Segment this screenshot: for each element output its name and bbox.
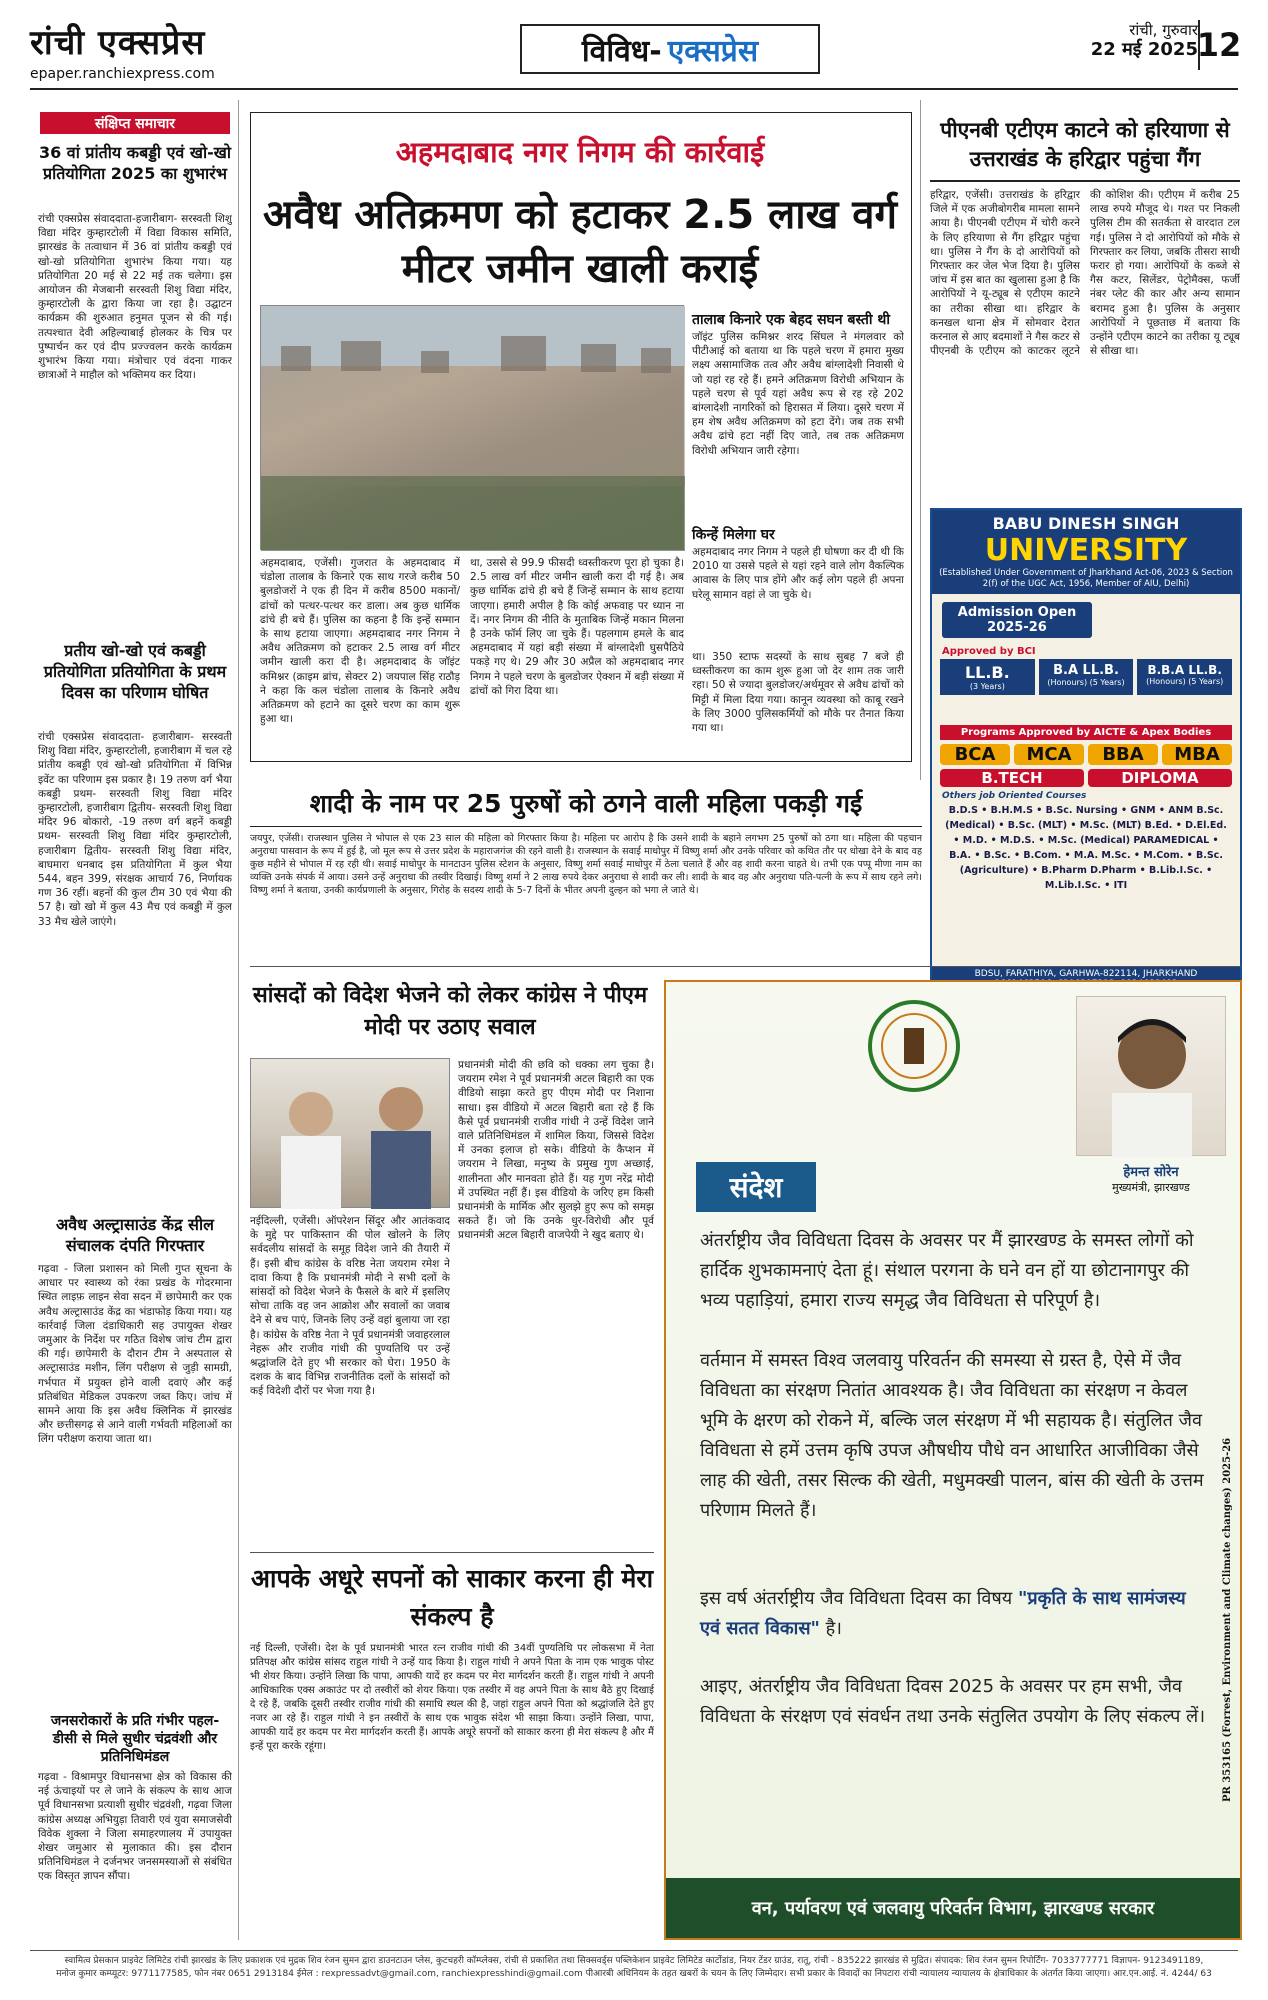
- congress-photo-graphic: [251, 1059, 451, 1209]
- course-llb-duration: (3 Years): [969, 682, 1005, 691]
- masthead: [30, 18, 330, 82]
- university-address: BDSU, FARATHIYA, GARHWA-822114, JHARKHAND: [974, 969, 1198, 979]
- congress-body-a: नईदिल्ली, एजेंसी। ऑपरेशन सिंदूर और आतंकवाद के मुद्दे पर पाकिस्तान की पोल खोलने के लिए सर्वदलीय सांसदों के समूह विदेश जाने की तैयारी में हैं। इसी बीच कांग्रेस के वरिष्ठ नेता जयराम रमेश ने दावा किया है कि प्रधानमंत्री मोदी ने सभी दलों के सांसदों को विदेश भेजने के फैसले के बारे में इसलिए सोचा ताकि वह जन आक्रोश और सवालों का जवाब देने से बच पाएं, जिनके लिए उन्हें वहां बुलाया जा रहा है। कांग्रेस के वरिष्ठ नेता ने पूर्व प्रधानमंत्री जवाहरलाल नेहरू और राजीव गांधी की पुण्यतिथि पर उन्हें श्रद्धांजलि देते हुए भी सरकार को घेरा। 1950 के दशक के बाद विभिन्न राजनीतिक दलों के सांसदों को कई विदेशी दौरों पर भेजा गया है।: [250, 1215, 450, 1398]
- masthead-logo: रांची एक्सप्रेस: [30, 23, 206, 63]
- course-bballb: [1137, 659, 1232, 695]
- brief-news-tag: संक्षिप्त समाचार: [40, 112, 230, 134]
- course-llb: [940, 659, 1035, 695]
- message-para-3: [700, 1584, 1210, 1644]
- imprint-line-2: मनोज कुमार कम्प्यूटर: 9771177585, फोन नंबर 0651 2913184 ईमेल : rexpressadvt@gmail.com, ranchiexpresshindi@gmail.com पीआरबी अधिनियम के तहत खबरों के चयन के लिए जिम्मेदार। सभी प्रकार के विवादों का निपटारा रांची न्यायालय न्यायालय के क्षेत्राधिकार के अंतर्गत किया जाएगा। आर.एन.आई. नं. 4244/ 63: [56, 1969, 1212, 1979]
- lead-body-col-c: था। 350 स्टाफ सदस्यों के साथ सुबह 7 बजे ही ध्वस्तीकरण का काम शुरू हुआ जो देर शाम तक जारी रहा। 50 से ज्यादा बुलडोजर/अर्थमूवर से अवैध ढांचों को मिट्टी में मिला दिया गया। कानून व्यवस्था को काबू रखने के लिए 3000 पुलिसकर्मियों को मौके पर तैनात किया गया था।: [692, 651, 904, 735]
- message-para-2: वर्तमान में समस्त विश्व जलवायु परिवर्तन की समस्या से ग्रस्त है, ऐसे में जैव विविधता का संरक्षण नितांत आवश्यक है। जैव विविधता का संरक्षण न केवल भूमि के क्षरण को रोकने में, बल्कि जल संरक्षण में भी सहायक है। संतुलित जैव विविधता से हमें उत्तम कृषि उपज औषधीय पौधे वन आधारित आजीविका जैसे लाह की खेती, तसर सिल्क की खेती, मधुमक्खी पालन, बांस की खेती के उत्तम परिणाम मिलते हैं।: [700, 1350, 1204, 1521]
- section-title-part1: विविध-: [581, 33, 662, 69]
- lead-body-col-b: था, उससे से 99.9 फीसदी ध्वस्तीकरण पूरा हो चुका है। 2.5 लाख वर्ग मीटर जमीन खाली करा दी गई है। अब कुछ धार्मिक ढांचे ही बचे हैं जिन्हें सम्मान के साथ हटाया जाएगा। हमारी अपील है कि कोई अफवाह पर ध्यान ना दें। नगर निगम की नीति के मुताबिक जिन्हें मकान मिलना है उनके फॉर्म लिए जा चुके हैं। पहलगाम हमले के बाद अहमदाबाद में यहां बड़ी संख्या में बांग्लादेशी घुसपैठिये पकड़े गए थे। 29 और 30 अप्रैल को अहमदाबाद नगर निगम ने पहले चरण के बुलडोजर ऐक्शन में बड़ी संख्या में ढांचों को गिरा दिया था।: [470, 557, 684, 697]
- congress-body-b: प्रधानमंत्री मोदी की छवि को धक्का लग चुका है। जयराम रमेश ने पूर्व प्रधानमंत्री अटल बिहारी का एक वीडियो साझा करते हुए पीएम मोदी पर निशाना साधा। इस वीडियो में अटल बिहारी बता रहे हैं कि कैसे पूर्व प्रधानमंत्री राजीव गांधी ने उन्हें विदेश जाने वाले प्रतिनिधिमंडल में शामिल किया, जिससे विदेश में उनका इलाज हो सके। वीडियो के कैप्शन में जयराम ने लिखा, मनुष्य के प्रमुख गुण अच्छाई, शालीनता और मानवता होते हैं। यह गुण नरेंद्र मोदी में उपस्थित नहीं हैं। इस वीडियो के जरिए हम किसी प्रधानमंत्री के मार्मिक और सुलझे हुए रूप को समझ सकते हैं। जो कि उनके धुर-विरोधी और पूर्व प्रधानमंत्री अटल बिहारी वाजपेयी ने खुद बताए थे।: [458, 1059, 654, 1242]
- date-line2: 22 मई 2025: [1090, 39, 1198, 60]
- brief-headline-3: अवैध अल्ट्रासाउंड केंद्र सील संचालक दंपति गिरफ्तार: [56, 1215, 214, 1255]
- fraud-rule: [250, 826, 922, 827]
- program-bba: BBA: [1088, 744, 1158, 765]
- lead-side-head: तालाब किनारे एक बेहद सघन बस्ती थी: [692, 312, 890, 328]
- brief-body-2: रांची एक्सप्रेस संवाददाता- हजारीबाग- सरस्वती शिशु विद्या मंदिर, कुम्हारटोली, हजारीबाग में चल रहे प्रांतीय कबड्डी एवं खो-खो प्रतियोगिता में विभिन्न इवेंट का परिणाम इस प्रकार है। 19 तरुण वर्ग भैया कबड्डी प्रथम- सरस्वती शिशु विद्या मंदिर कुम्हारटोली, हजारीबाग द्वितीय- सरस्वती शिशु विद्या मंदिर 96 बोकारो, -19 तरुण वर्ग बहनें कबड्डी प्रथम- सरस्वती शिशु विद्या मंदिर कुम्हारटोली, हजारीबाग द्वितीय- सरस्वती शिशु विद्या मंदिर, बाघमारा धनबाद इस प्रतियोगिता में कुल भैया 544, बहन 399, संरक्षक आचार्य 76, निर्णायक गण 36 रहीं। बहनों की कुल टीम 30 एवं भैया की 57 है। खो खो में कुल 43 मैच एवं कबड्डी में कुल 33 मैच खेले जाएंगे।: [38, 731, 232, 928]
- cm-photo: [1076, 996, 1226, 1156]
- fraud-headline: शादी के नाम पर 25 पुरुषों को ठगने वाली महिला पकड़ी गई: [309, 789, 863, 818]
- lead-kicker: अहमदाबाद नगर निगम की कार्रवाई: [395, 135, 765, 169]
- cm-post: मुख्यमंत्री, झारखण्ड: [1112, 1181, 1190, 1194]
- congress-headline: सांसदों को विदेश भेजने को लेकर कांग्रेस ने पीएम मोदी पर उठाए सवाल: [252, 983, 648, 1040]
- jharkhand-emblem-icon: [866, 998, 962, 1094]
- message-para-4: आइए, अंतर्राष्ट्रीय जैव विविधता दिवस 2025 के अवसर पर हम सभी, जैव विविधता के संरक्षण एवं संवर्धन तथा उनके संतुलित उपयोग के लिए संकल्प लें।: [700, 1676, 1206, 1727]
- message-theme: "प्रकृति के साथ सामंजस्य एवं सतत विकास": [700, 1588, 1186, 1639]
- course-bballb-title: B.B.A LL.B.: [1147, 663, 1222, 677]
- page-number: 12: [1198, 20, 1238, 70]
- others-courses: B.D.S • B.H.M.S • B.Sc. Nursing • GNM • ANM B.Sc. (Medical) • B.Sc. (MLT) • M.Sc. (MLT) B.Ed. • D.El.Ed. • M.D. • M.D.S. • M.Sc. (Medical) PARAMEDICAL • B.A. • B.Sc. • B.Com. • M.A. M.Sc. • M.Com. • B.Sc. (Agriculture) • B.Pharm D.Pharm • B.Lib.I.Sc. • M.Lib.I.Sc. • ITI: [945, 805, 1227, 891]
- brief-body-1: रांची एक्सप्रेस संवाददाता-हजारीबाग- सरस्वती शिशु विद्या मंदिर कुम्हारटोली में विद्या विकास समिति, झारखंड के तत्वाधान में 36 वां प्रांतीय कबड्डी एवं खो-खो प्रतियोगिता शुभारंभ किया गया। यह प्रतियोगिता 20 मई से 22 मई तक चलेगा। इस आयोजन की मेजबानी सरस्वती शिशु विद्या मंदिर, कुम्हारटोली के द्वारा किया जा रहा है। उद्घाटन कार्यक्रम की शुरुआत हनुमत पूजन से की गई। तत्पश्चात देवी अहिल्याबाई होलकर के चित्र पर पुष्पार्चन कर एवं दीप प्रज्ज्वलन करके कार्यक्रम शुभारंभ किया गया। मंत्रोचार एवं वंदना गाकर छात्राओं ने माहौल को भक्तिमय कर दिया।: [38, 213, 232, 382]
- lead-side-body: जॉइंट पुलिस कमिश्नर शरद सिंघल ने मंगलवार को पीटीआई को बताया था कि पहले चरण में हमारा मुख्य लक्ष्य असामाजिक तत्व और अवैध बांग्लादेशी निवासी थे जो यहां रह रहे हैं। हमने अतिक्रमण विरोधी अभियान के पहले चरण से पूर्व यहां अवैध रूप से रह रहे 202 बांग्लादेशी नागरिकों को हिरासत में लिया। दूसरे चरण में हम शेष अवैध अतिक्रमण को हटा देंगे। जब तक सभी अवैध ढांचे हटा नहीं दिए जाते, तब तक अतिक्रमण विरोधी अभियान जारी रहेगा।: [692, 331, 904, 457]
- rahul-body: नई दिल्ली, एजेंसी। देश के पूर्व प्रधानमंत्री भारत रत्न राजीव गांधी की 34वीं पुण्यतिथि पर लोकसभा में नेता प्रतिपक्ष और कांग्रेस सांसद राहुल गांधी ने उन्हें याद किया है। राहुल गांधी ने अपने पिता के नाम एक भावुक पोस्ट भी शेयर किया। उन्होंने लिखा कि पापा, आपकी यादें हर कदम पर मेरा मार्गदर्शन करती हैं। राहुल गांधी ने अपनी आधिकारिक एक्स अकाउंट पर दो तस्वीरों को शेयर किया। एक तस्वीर में वह अपने पिता के साथ बैठे हुए दिखाई दे रहे हैं, जबकि दूसरी तस्वीर राजीव गांधी की समाधि स्थल की है, जहां राहुल अपने पिता को श्रद्धांजलि देते हुए नजर आ रहे हैं। राहुल गांधी ने इन तस्वीरों के साथ एक भावुक संदेश भी साझा किया। उन्होंने लिखा, पापा, आपकी यादें हर कदम पर मेरा मार्गदर्शन करती हैं। आपके अधूरे सपनों को साकार करना ही मेरा संकल्प है और मैं इन्हें पूरा करके रहूंगा।: [250, 1643, 654, 1752]
- lead-headline: अवैध अतिक्रमण को हटाकर 2.5 लाख वर्ग मीटर जमीन खाली कराई: [263, 192, 897, 292]
- university-name-1: BABU DINESH SINGH: [992, 514, 1180, 533]
- congress-photo: [250, 1058, 450, 1208]
- brief-headline-4: जनसरोकारों के प्रति गंभीर पहल- डीसी से मिले सुधीर चंद्रवंशी और प्रतिनिधिमंडल: [50, 1713, 220, 1765]
- course-llb-title: LL.B.: [964, 663, 1010, 682]
- rahul-rule: [250, 1552, 654, 1553]
- fraud-body: जयपुर, एजेंसी। राजस्थान पुलिस ने भोपाल से एक 23 साल की महिला को गिरफ्तार किया है। महिला पर आरोप है कि उसने शादी के बहाने लगभग 25 पुरुषों को ठगा था। महिला की पहचान अनुराधा पासवान के रूप में हुई है, जो मूल रूप से उत्तर प्रदेश के महाराजगंज की रहने वाली है। राजस्थान के सवाई माधोपुर में विष्णु शर्मा और उनके परिवार को कथित तौर पर धोखा देने के बाद वह कुछ महीने से भोपाल में रह रही थी। सवाई माधोपुर के मानटाउन पुलिस स्टेशन के अनुसार, विष्णु शर्मा सवाई माधोपुर में ठेला चलाते हैं और वह शादी करना चाहते थे। तभी एक पप्पू मीणा नाम का व्यक्ति उनके संपर्क में आया। उसने उन्हें अनुराधा की तस्वीर दिखाई। विष्णु शर्मा ने 2 लाख रुपये देकर अनुराधा से शादी कर ली। शादी के बाद वह और अनुराधा पति-पत्नी के रूप में साथ रहने लगे। विष्णु शर्मा ने बताया, उनकी कार्यप्रणाली के अनुसार, गिरोह के सदस्य शादी के 5-7 दिनों के भीतर अपनी दुल्हन को भगा ले जाते थे।: [250, 833, 922, 896]
- program-bca: BCA: [940, 744, 1010, 765]
- course-ballb-duration: (Honours) (5 Years): [1047, 678, 1125, 687]
- program-btech: B.TECH: [940, 769, 1084, 787]
- course-bballb-duration: (Honours) (5 Years): [1146, 677, 1224, 686]
- brief-headline-2: प्रतीय खो-खो एवं कबड्डी प्रतियोगिता प्रतियोगिता के प्रथम दिवस का परिणाम घोषित: [43, 641, 227, 702]
- programs-row-1: [940, 744, 1232, 765]
- message-theme-intro: इस वर्ष अंतर्राष्ट्रीय जैव विविधता दिवस का विषय: [700, 1588, 1013, 1609]
- atm-rule: [930, 180, 1240, 182]
- lead-photo: [260, 305, 684, 550]
- masthead-url[interactable]: epaper.ranchiexpress.com: [30, 66, 215, 82]
- mid-rule: [250, 966, 1242, 967]
- column-divider: [920, 100, 921, 780]
- atm-body: हरिद्वार, एजेंसी। उत्तराखंड के हरिद्वार जिले में एक अजीबोगरीब मामला सामने आया है। पीएनबी एटीएम में चोरी करने के लिए हरियाणा से गैंग हरिद्वार पहुंचा था। पुलिस ने गैंग के दो आरोपियों को गिरफ्तार कर जेल भेज दिया है। पुलिस जांच में इस बात का खुलासा हुआ है कि आरोपियों ने यू-ट्यूब से एटीएम काटने का तरीका सीखा था। हरिद्वार के कनखल थाना क्षेत्र में सोमवार देरात करनाल से आए बदमाशों ने गैस कटर से पीएनबी के एटीएम को काटकर लूटने की कोशिश की। एटीएम में करीब 25 लाख रुपये मौजूद थे। गश्त पर निकली पुलिस टीम की सतर्कता से वारदात टल गई। पुलिस ने दो आरोपियों को मौके से गिरफ्तार कर लिया, जबकि तीसरा साथी फरार हो गया। आरोपियों के कब्जे से गैस कटर, सिलेंडर, पेट्रोमैक्स, फर्जी नंबर प्लेट की कार और अन्य सामान बरामद हुआ है। पुलिस के अनुसार आरोपियों ने पूछताछ में बताया कि उन्होंने एटीएम काटने का तरीका यू ट्यूब से सीखा था।: [930, 189, 1240, 358]
- date-line1: रांची, गुरुवार: [1129, 21, 1198, 39]
- message-theme-end: है।: [825, 1618, 843, 1639]
- brief-body-4: गढ़वा - विश्रामपुर विधानसभा क्षेत्र को विकास की नई ऊंचाइयों पर ले जाने के संकल्प के साथ आज पूर्व विधानसभा प्रत्याशी सुधीर चंद्रवंशी, गढ़वा जिला कांग्रेस अध्यक्ष अभियुड़ा तिवारी एवं युवा समाजसेवी विवेक शुक्ला ने जिला समाहरणालय में उपायुक्त शेखर जमुआर से मुलाकात की। इस दौरान प्रतिनिधिमंडल ने दर्जनभर जनसमस्याओं से संबंधित एक विस्तृत ज्ञापन सौंपा।: [38, 1771, 232, 1883]
- imprint: [30, 1950, 1238, 1981]
- aicte-label: Programs Approved by AICTE & Apex Bodies: [940, 725, 1232, 740]
- date-block: [1091, 20, 1198, 60]
- approved-label: Approved by BCI: [942, 646, 1036, 657]
- section-title-part2: एक्सप्रेस: [667, 33, 759, 69]
- section-title: [520, 24, 820, 74]
- lead-photo-graphic: [261, 306, 685, 551]
- govt-ad[interactable]: [664, 980, 1242, 1940]
- university-ad[interactable]: [930, 508, 1242, 1004]
- atm-headline: पीएनबी एटीएम काटने को हरियाणा से उत्तराखंड के हरिद्वार पहुंचा गैंग: [940, 118, 1230, 171]
- lead-side-head-2: किन्हें मिलेगा घर: [692, 527, 775, 543]
- course-ballb: [1039, 659, 1134, 695]
- law-courses-row: [940, 659, 1232, 695]
- program-mca: MCA: [1014, 744, 1084, 765]
- university-name-2: UNIVERSITY: [984, 533, 1188, 568]
- imprint-line-1: स्वामित्व प्रेसकान प्राइवेट लिमिटेड रांची झारखंड के लिए प्रकाशक एवं मुद्रक शिव रंजन सुमन द्वारा डाउनटाउन प्लेस, कुटचहरी कॉम्प्लेक्स, रांची से प्रकाशित तथा सिक्सवर्ड्स पब्लिकेशन प्राइवेट लिमिटेड कार्टोडांड, नियर टेंडर ग्राउंड, रातू, रांची - 835222 झारखंड से मुद्रित। संपादक: शिव रंजन सुमन रिपोर्टिंग- 7033777771 विज्ञापन- 9123491189,: [64, 1956, 1204, 1966]
- pr-number: PR 353165 (Forrest, Environment and Climate changes) 2025-26: [1222, 1437, 1233, 1802]
- university-ad-header: [932, 510, 1240, 594]
- brief-headline-1: 36 वां प्रांतीय कबड्डी एवं खो-खो प्रतियोगिता 2025 का शुभारंभ: [38, 143, 232, 183]
- admission-badge: Admission Open 2025-26: [942, 602, 1092, 638]
- brief-body-3: गढ़वा - जिला प्रशासन को मिली गुप्त सूचना के आधार पर स्वास्थ्य को रंका प्रखंड के गोदरमाना स्थित लाइफ़ लाइन सेवा सदन में छापेमारी कर एक अवैध अल्ट्रासाउंड केंद्र का भंडाफोड़ किया गया। यह कार्रवाई जिला दंडाधिकारी सह उपायुक्त शेखर जमुआर के निर्देश पर गठित विशेष जांच टीम द्वारा की गई। छापेमारी के दौरान टीम ने अस्पताल से अल्ट्रासाउंड मशीन, लिंग परीक्षण से जुड़ी सामग्री, गर्भपात में प्रयुक्त होने वाली दवाएं और कई प्रतिबंधित मेडिकल उपकरण जब्त किए। जांच में सामने आया कि इस अवैध क्लिनिक में झारखंड और छत्तीसगढ़ से आने वाली गर्भवती महिलाओं का लिंग परीक्षण कराया जाता था।: [38, 1263, 232, 1446]
- column-divider: [238, 100, 239, 1940]
- header-rule: [30, 88, 1238, 90]
- lead-body-col-a: अहमदाबाद, एजेंसी। गुजरात के अहमदाबाद में चंडोला तालाब के किनारे एक साथ गरजे करीब 50 बुलडोजरों ने एक ही दिन में करीब 8500 मकानों/ढांचों को पत्थर-पत्थर कर डाला। अब कुछ धार्मिक ढांचे ही बचे हैं। पुलिस का कहना है कि इन्हें सम्मान के साथ हटाया जाएगा। अहमदाबाद नगर निगम ने अवैध अतिक्रमण को हटाकर 2.5 लाख वर्ग मीटर जमीन खाली करा दी है। अहमदाबाद के जॉइंट कमिश्नर (क्राइम ब्रांच, सेक्टर 2) जयपाल सिंह राठौड़ ने कहा कि कल चंडोला तालाब के किनारे अवैध अतिक्रमण को हटाने का दूसरे चरण का काम शुरू हुआ था।: [260, 557, 460, 726]
- university-est: (Established Under Government of Jharkhand Act-06, 2023 & Section 2(f) of the UGC Act, 1956, Member of AIU, Delhi): [939, 568, 1233, 589]
- programs-row-2: [940, 769, 1232, 787]
- program-mba: MBA: [1162, 744, 1232, 765]
- message-para-1: अंतर्राष्ट्रीय जैव विविधता दिवस के अवसर पर मैं झारखण्ड के समस्त लोगों को हार्दिक शुभकामनाएं देता हूं। संथाल परगना के घने वन हों या छोटानागपुर की भव्य पहाड़ियां, हमारा राज्य समृद्ध जैव विविधता से परिपूर्ण है।: [700, 1230, 1194, 1311]
- lead-side-body-2: अहमदाबाद नगर निगम ने पहले ही घोषणा कर दी थी कि 2010 या उससे पहले से यहां रहने वाले लोग वैकल्पिक आवास के लिए पात्र होंगे और कई लोग पहले ही अपना घरेलू सामान वहां ले जा चुके थे।: [692, 546, 904, 601]
- others-title: Others job Oriented Courses: [942, 791, 1087, 801]
- course-ballb-title: B.A LL.B.: [1053, 663, 1119, 678]
- department-footer: वन, पर्यावरण एवं जलवायु परिवर्तन विभाग, झारखण्ड सरकार: [666, 1878, 1240, 1938]
- program-diploma: DIPLOMA: [1088, 769, 1232, 787]
- cm-photo-graphic: [1077, 997, 1227, 1157]
- cm-name: हेमन्त सोरेन: [1123, 1165, 1179, 1180]
- rahul-headline: आपके अधूरे सपनों को साकार करना ही मेरा संकल्प है: [250, 1564, 654, 1631]
- sandesh-banner: संदेश: [696, 1162, 816, 1212]
